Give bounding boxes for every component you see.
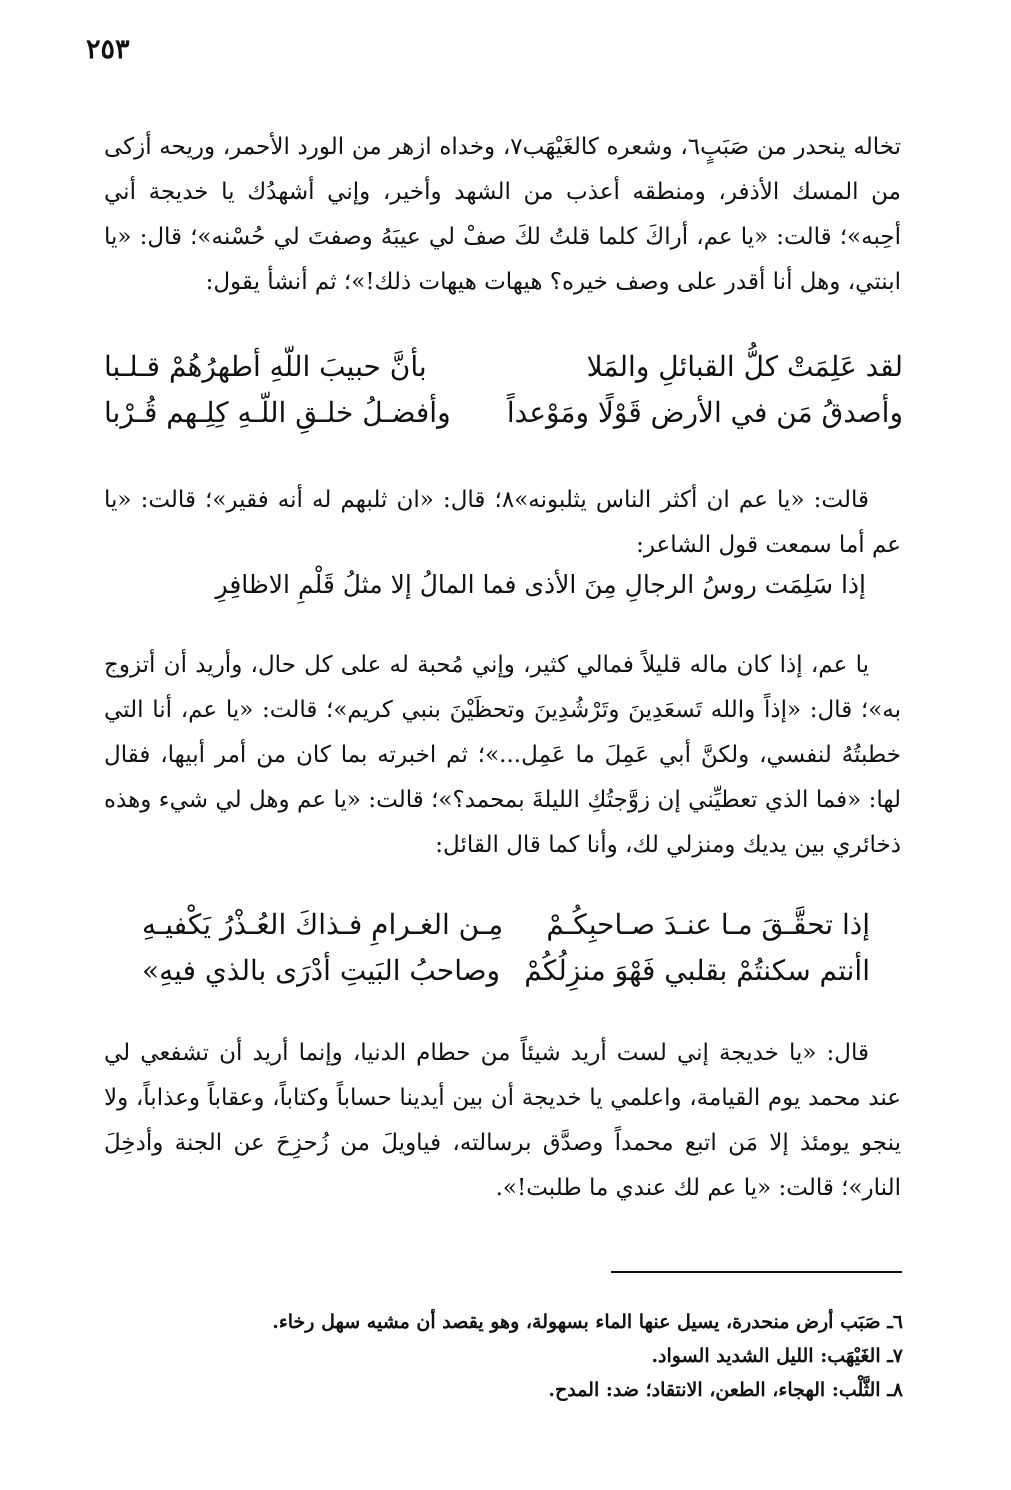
footnote-7: ٧ـ الغَيْهَب: الليل الشديد السواد. [651, 1345, 903, 1367]
body-paragraph-4: قال: «يا خديجة إني لست أريد شيئاً من حطام الدنيا، وإنما أريد أن تشفعي لي عند محمد يوم القيامة، واعلمي يا خديجة أن بين أيدينا حساباً وكتاباً، وعقاباً وعذاباً، ولا ينجو يومئذ إلا مَن اتبع محمداً وصدَّق برسالته، فياويلَ من زُحزِحَ عن الجنة وأدخِلَ النار»؛ قالت: «يا عم لك عندي ما طلبت!». [104, 1040, 901, 1201]
poem-line-2 [104, 390, 903, 436]
poem-line-1 [104, 902, 903, 948]
page-number: ٢٥٣ [86, 34, 130, 65]
poem-hemistich-right: لقد عَلِمَتْ كلُّ القبائلِ والمَلا [586, 350, 903, 383]
poem-hemistich-right: اأنتم سكنتُمْ بقلبي فَهْوَ منزِلُكُمْ [524, 954, 870, 987]
poem-hemistich-left: وأفضـلُ خلـقِ اللّـهِ كِلِـهم قُـرْبا [104, 396, 451, 429]
poem-verse-2 [104, 902, 903, 998]
single-poem-line: إذا سَلِمَت روسُ الرجالِ مِنَ الأذى فما المالُ إلا مثلُ قَلْمِ الاظافِرِ [215, 570, 866, 599]
poem-hemistich-left: بأنَّ حبيبَ اللّهِ أطهرُهُمْ قـلـبا [104, 350, 427, 383]
body-paragraph-3: يا عم، إذا كان ماله قليلاً فمالي كثير، وإني مُحبة له على كل حال، وأريد أن أتزوج به»؛ قال: «إذاً والله تَسعَدِينَ وتَرْشُدِينَ وتحظَيْنَ بنبي كريم»؛ قالت: «يا عم، أنا التي خطبتُهُ لنفسي، ولكنَّ أبي عَمِلَ ما عَمِل...»؛ ثم اخبرته بما كان من أمر أبيها، فقال لها: «فما الذي تعطيِّني إن زوَّجتُكِ الليلةَ بمحمد؟»؛ قالت: «يا عم وهل لي شيء وهذه ذخائري بين يديك ومنزلي لك، وأنا كما قال القائل: [104, 652, 901, 858]
body-paragraph-1: تخاله ينحدر من صَبَبٍ٦، وشعره كالغَيْهَب٧، وخداه ازهر من الورد الأحمر، وريحه أزكى من المسك الأذفر، ومنطقه أعذب من الشهد وأخير، وإني أشهدُك يا خديجة أني أحِبه»؛ قالت: «يا عم، أراكَ كلما قلتُ لكَ صفْ لي عيبَهُ وصفتَ لي حُسْنه»؛ قال: «يا ابنتي، وهل أنا أقدر على وصف خيره؟ هيهات هيهات ذلك!»؛ ثم أنشأ يقول: [104, 134, 902, 295]
poem-line-2 [104, 948, 903, 994]
poem-line-1 [104, 344, 903, 390]
footnote-divider [611, 1271, 902, 1273]
poem-verse-1 [104, 344, 903, 440]
footnote-8: ٨ـ الثَّلْب: الهجاء، الطعن، الانتقاد؛ ضد: المدح. [548, 1379, 903, 1401]
poem-hemistich-right: وأصدقُ مَن في الأرض قَوْلًا ومَوْعداً [506, 396, 903, 429]
poem-hemistich-left: مِـن الغـرامِ فـذاكَ العُـذْرُ يَكْفيـهِ [142, 908, 504, 941]
poem-hemistich-right: إذا تحقَّـقَ مـا عنـدَ صـاحبِكُـمْ [546, 908, 870, 941]
body-paragraph-2: قالت: «يا عم ان أكثر الناس يثلبونه»٨؛ قال: «ان ثلبهم له أنه فقير»؛ قالت: «يا عم أما سمعت قول الشاعر: [104, 487, 901, 558]
poem-hemistich-left: وصاحبُ البَيتِ أدْرَى بالذي فيهِ» [142, 954, 501, 987]
footnote-6: ٦ـ صَبَب أرض منحدرة، يسيل عنها الماء بسهولة، وهو يقصد أن مشيه سهل رخاء. [272, 1311, 903, 1333]
footnotes [230, 1305, 903, 1407]
